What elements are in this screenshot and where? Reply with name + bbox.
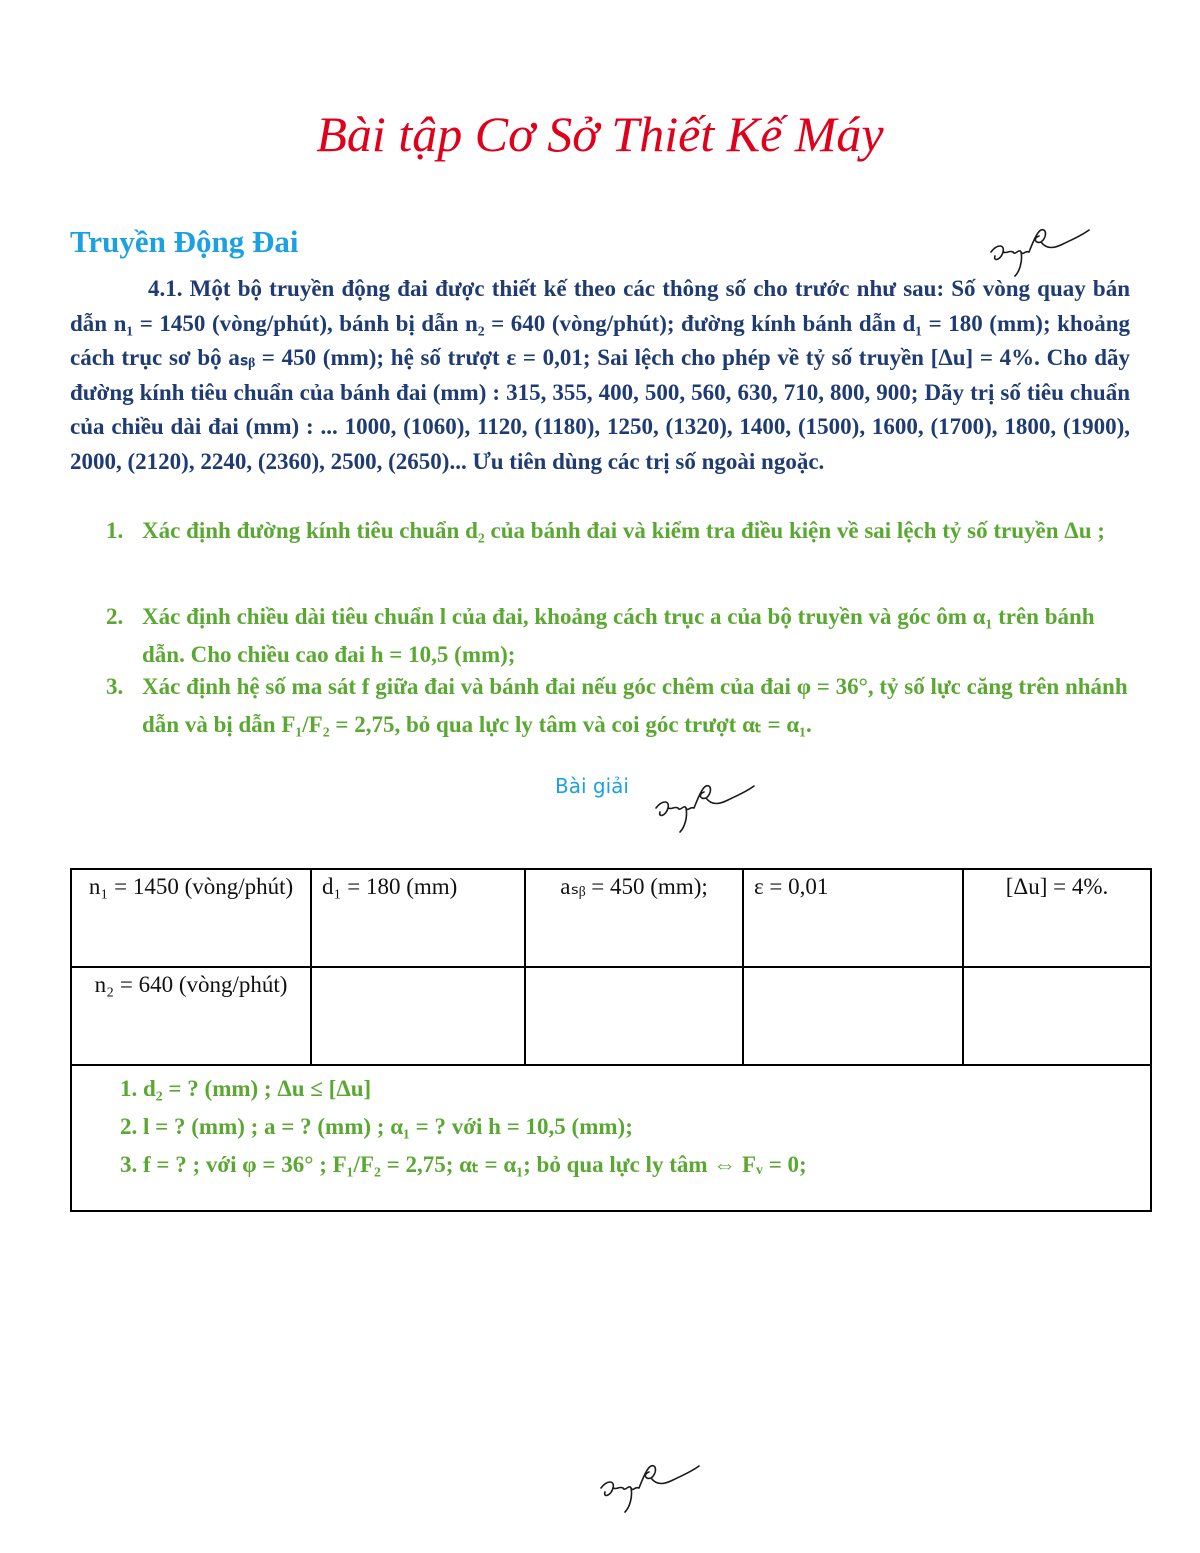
problem-body: Một bộ truyền động đai được thiết kế theo các thông số cho trước như sau: Số vòng quay bán dẫn n₁ = 1450 (vòng/phút), bánh bị dẫn n₂ = 640 (vòng/phút); đường kính bánh dẫn d₁ = 180 (mm); khoảng cách trục sơ bộ aₛᵦ = 450 (mm); hệ số trượt ε = 0,01; Sai lệch cho phép về tỷ số truyền [Δu] = 4%. Cho dãy đường kính tiêu chuẩn của bánh đai (mm) : 315, 355, 400, 500, 560, 630, 710, 800, 900; Dãy trị số tiêu chuẩn của chiều dài đai (mm) : ... 1000, (1060), 1120, (1180), 1250, (1320), 1400, (1500), 1600, (1700), 1800, (1900), 2000, (2120), 2240, (2360), 2500, (2650)... Ưu tiên dùng các trị số ngoài ngoặc. (70, 276, 1131, 474)
table-cell: n₂ = 640 (vòng/phút) (71, 967, 311, 1065)
table-cell: ε = 0,01 (743, 869, 963, 967)
requirement-1 (82, 1070, 1140, 1108)
question-text: Xác định chiều dài tiêu chuẩn l của đai, khoảng cách trục a của bộ truyền và góc ôm α₁ trên bánh dẫn. Cho chiều cao đai h = 10,5 (mm); (142, 604, 1095, 667)
signature-bottom-icon (595, 1458, 705, 1520)
question-3 (106, 668, 1132, 744)
table-cell (743, 967, 963, 1065)
question-number: 3. (106, 674, 124, 699)
signature-middle-icon (650, 778, 760, 840)
table-cell (963, 967, 1151, 1065)
requirement-number: 2. (120, 1114, 138, 1139)
question-text: Xác định hệ số ma sát f giữa đai và bánh đai nếu góc chêm của đai φ = 36°, tỷ số lực căng trên nhánh dẫn và bị dẫn F₁/F₂ = 2,75, bỏ qua lực ly tâm và coi góc trượt αₜ = α₁. (142, 674, 1128, 737)
table-cell: n₁ = 1450 (vòng/phút) (71, 869, 311, 967)
table-cell (525, 967, 743, 1065)
problem-statement (70, 272, 1130, 479)
requirement-3 (82, 1146, 1140, 1184)
table-cell: d₁ = 180 (mm) (311, 869, 525, 967)
section-heading: Truyền Động Đai (70, 224, 299, 259)
solution-title: Bài giải (555, 774, 629, 798)
requirement-text: l = ? (mm) ; a = ? (mm) ; α₁ = ? với h = 10,5 (mm); (143, 1114, 633, 1139)
problem-number: 4.1. (148, 276, 183, 301)
question-2 (106, 598, 1132, 674)
problem-text (70, 272, 1130, 479)
requirement-text: f = ? ; với φ = 36° ; F₁/F₂ = 2,75; αₜ = α₁; bỏ qua lực ly tâm ⇔ Fᵥ = 0; (143, 1152, 807, 1177)
table-cell: [Δu] = 4%. (963, 869, 1151, 967)
table-row (71, 869, 1151, 967)
question-number: 1. (106, 518, 124, 543)
table-row (71, 967, 1151, 1065)
requirement-text: d₂ = ? (mm) ; Δu ≤ [Δu] (143, 1076, 372, 1101)
question-1 (106, 512, 1132, 550)
table-cell (311, 967, 525, 1065)
requirement-number: 1. (120, 1076, 138, 1101)
table-cell: aₛᵦ = 450 (mm); (525, 869, 743, 967)
requirements-cell (71, 1065, 1151, 1211)
question-number: 2. (106, 604, 124, 629)
table-row (71, 1065, 1151, 1211)
requirement-2 (82, 1108, 1140, 1146)
requirement-number: 3. (120, 1152, 138, 1177)
given-data-table (70, 868, 1152, 1212)
question-text: Xác định đường kính tiêu chuẩn d₂ của bánh đai và kiểm tra điều kiện về sai lệch tỷ số truyền Δu ; (142, 518, 1105, 543)
document-title: Bài tập Cơ Sở Thiết Kế Máy (316, 106, 884, 162)
